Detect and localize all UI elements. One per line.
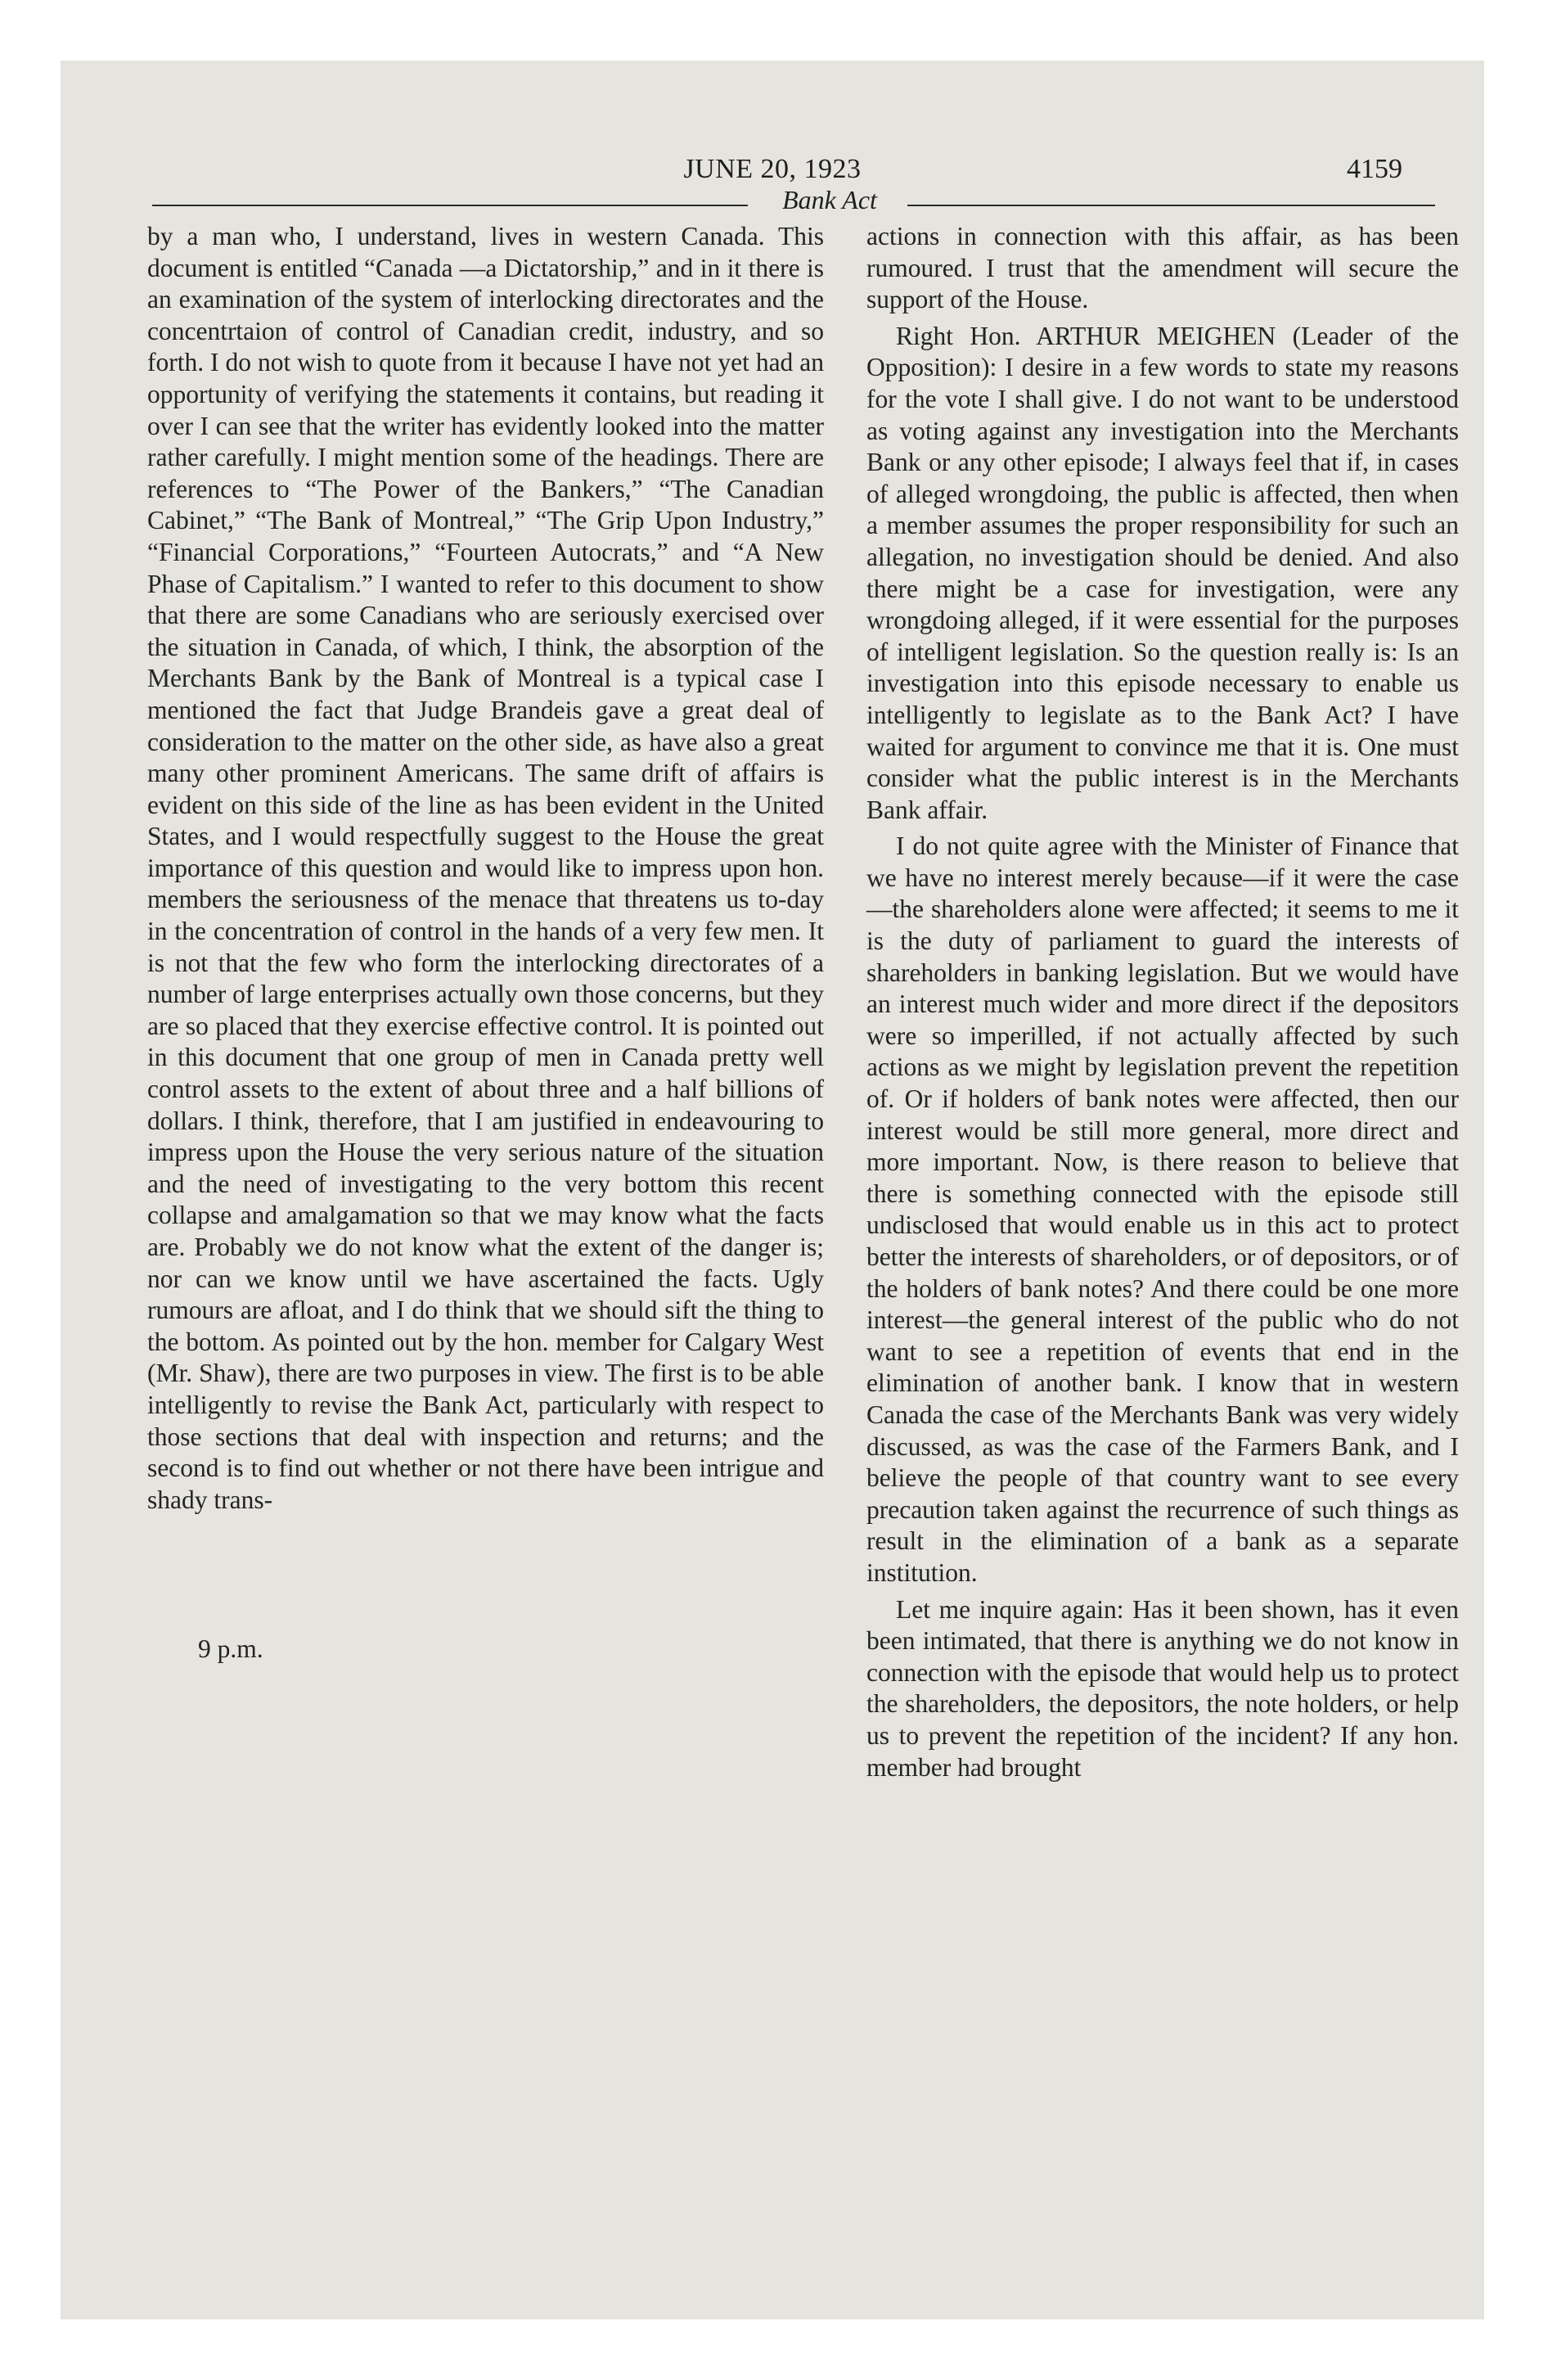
left-column xyxy=(147,221,824,1729)
header-rule-left xyxy=(152,205,748,206)
section-title: Bank Act xyxy=(782,185,877,214)
page-date: JUNE 20, 1923 xyxy=(683,154,862,184)
right-paragraph-1: actions in connection with this affair, as has been rumoured. I trust that the amendment will secure the support of the House. xyxy=(866,222,1459,314)
page-number: 4159 xyxy=(1347,154,1402,184)
right-paragraph-4: Let me inquire again: Has it been shown, has it even been intimated, that there is anything we do not know in connection with the episode that would help us to protect the shareholders, the depositors, the note holders, or help us to prevent the repetition of the incident? If any hon. member had brought xyxy=(866,1594,1459,1782)
right-paragraph-2: Right Hon. ARTHUR MEIGHEN (Leader of the Opposition): I desire in a few words to state my reasons for the vote I shall give. I do not want to be understood as voting against any investigation into the Merchants Bank or any other episode; I always feel that if, in cases of alleged wrongdoing, the public is affected, then when a member assumes the proper responsibility for such an allegation, no investigation should be denied. And also there might be a case for investigation, were any wrongdoing alleged, if it were essential for the purposes of intelligent legislation. So the question really is: Is an investigation into this episode necessary to enable us intelligently to legislate as to the Bank Act? I have waited for argument to convince me that it is. One must consider what the public interest is in the Merchants Bank affair. xyxy=(866,321,1459,824)
header-rule-right xyxy=(907,205,1435,206)
time-margin-note: 9 p.m. xyxy=(198,1634,263,1663)
hansard-page xyxy=(61,61,1484,2319)
right-column xyxy=(866,221,1459,1783)
right-paragraph-3: I do not quite agree with the Minister of Finance that we have no interest merely because—if it were the case—the shareholders alone were affected; it seems to me it is the duty of parliament to guard the interests of shareholders in banking legislation. But we would have an interest much wider and more direct if the depositors were so imperilled, if not actually affected by such actions as we might by legislation prevent the repetition of. Or if holders of bank notes were affected, then our interest would be still more general, more direct and more important. Now, is there reason to believe that there is something connected with the episode still undisclosed that would enable us in this act to protect better the interests of shareholders, or of depositors, or of the holders of bank notes? And there could be one more interest—the general interest of the public who do not want to see a repetition of events that end in the elimination of another bank. I know that in western Canada the case of the Merchants Bank was very widely discussed, as was the case of the Farmers Bank, and I believe the people of that country want to see every precaution taken against the recurrence of such things as result in the elimination of a bank as a separate institution. xyxy=(866,832,1459,1587)
margin-note-gap xyxy=(147,1638,335,1729)
left-column-paragraph: by a man who, I understand, lives in western Canada. This document is entitled “Canada —a Dictatorship,” and in it there is an examination of the system of interlocking directorates and the concentrtaion of control of Canadian credit, industry, and so forth. I do not wish to quote from it because I have not yet had an opportunity of verifying the statements it contains, but reading it over I can see that the writer has evidently looked into the matter rather carefully. I might mention some of the headings. There are references to “The Power of the Bankers,” “The Canadian Cabinet,” “The Bank of Montreal,” “The Grip Upon Industry,” “Financial Corporations,” “Fourteen Autocrats,” and “A New Phase of Capitalism.” I wanted to refer to this document to show that there are some Canadians who are seriously exercised over the situation in Canada, of which, I think, the absorption of the Merchants Bank by the Bank of Montreal is a typical case I mentioned the fact that Judge Brandeis gave a great deal of consideration to the matter on the other side, as have also a great many other prominent Americans. The same drift of affairs is evident on this side of the line as has been evident in the United States, and I would respectfully suggest to the House the great importance of this question and would like to impress upon hon. members the seriousness of the menace that threatens us to-day in the concentration of control in the hands of a very few men. It is not that the few who form the interlocking directorates of a number of large enterprises actually own those concerns, but they are so placed that they exercise effective control. It is pointed out in this document that one group of men in Canada pretty well control assets to the extent of about three and a half billions of dollars. I think, therefore, that I am justified in endeavouring to impress upon the House the very serious nature of the situation and the need of investigating to the very bottom this recent collapse and amalgamation so that we may know what the facts are. Probably we do not know what the extent of the danger is; nor can we know until we have ascertained the facts. Ugly rumours are afloat, and I do think that we should sift the thing to the bottom. As pointed out by the hon. member for Calgary West (Mr. Shaw), there are two purposes in view. The first is to be able intelligently to revise the Bank Act, particularly with respect to those sections that deal with inspection and returns; and the second is to find out whether or not there have been intrigue and shady trans- xyxy=(147,222,824,1514)
